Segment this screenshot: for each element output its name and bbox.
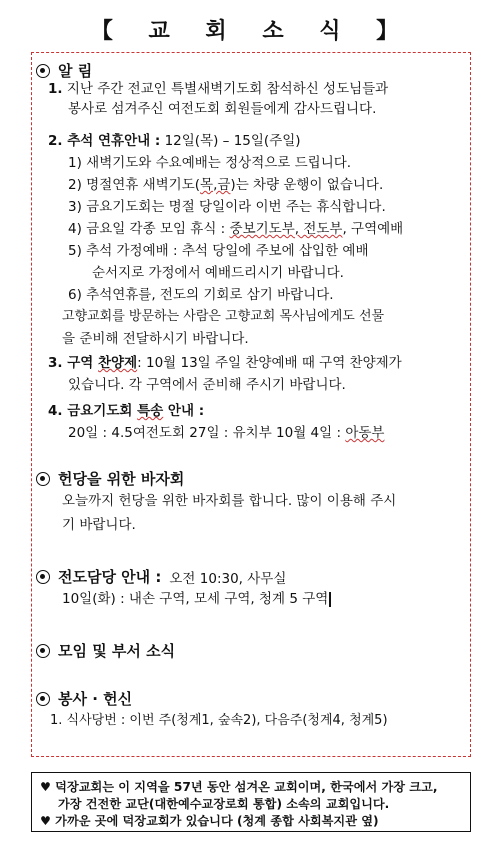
notice-item-2-sub-2 <box>68 176 383 194</box>
item-text: 지난 주간 전교인 특별새벽기도회 참석하신 성도님들과 <box>66 81 389 97</box>
page-title: 【 교 회 소 식 】 <box>90 18 413 44</box>
item-text: : 10월 13일 주일 찬양예배 때 구역 찬양제가 <box>137 355 402 371</box>
footer-line-3: ♥ 가까운 곳에 덕장교회가 있습니다 (청계 종합 사회복지관 옆) <box>40 814 379 828</box>
item-heading: 3. 구역 <box>48 355 99 371</box>
section-bazaar-heading <box>36 468 184 489</box>
notice-item-2-sub-5: 5) 추석 가정예배 : 추석 당일에 주보에 삽입한 예배 <box>68 243 369 259</box>
evangelism-time: 오전 10:30, 사무실 <box>169 570 287 587</box>
text: 2) 명절연휴 새벽기도( <box>68 177 201 193</box>
notice-item-4-line-2 <box>68 424 384 442</box>
notice-item-2-sub-3: 3) 금요기도회는 명절 당일이라 이번 주는 휴식합니다. <box>68 199 386 215</box>
notice-item-2-sub-1: 1) 새벽기도와 수요예배는 정상적으로 드립니다. <box>68 155 352 171</box>
text: 10일(화) : 내손 구역, 모세 구역, 청계 5 구역 <box>62 591 329 607</box>
footer-line-1: ♥ 덕장교회는 이 지역을 57년 동안 섬겨온 교회이며, 한국에서 가장 크고, <box>40 780 438 794</box>
notice-item-2-sub-4 <box>68 220 403 238</box>
notice-item-2-sub-5-cont: 순서지로 가정에서 예배드리시기 바랍니다. <box>92 265 344 281</box>
text: 20일 : 4.5여전도회 27일 : 유치부 10월 4일 : <box>68 425 346 441</box>
text: , 구역예배 <box>342 221 404 237</box>
section-title: 모임 및 부서 소식 <box>58 642 176 660</box>
circle-bullet-icon <box>36 644 50 658</box>
underlined-heading: 찬양제 <box>98 355 138 371</box>
church-info-footer <box>31 772 471 832</box>
item-dates: 12일(목) – 15일(주일) <box>164 133 301 149</box>
underlined-heading: 특송 <box>137 403 164 419</box>
notice-item-2-heading <box>48 132 301 150</box>
notice-item-2-sub-8: 을 준비해 전달하시기 바랍니다. <box>62 331 249 347</box>
section-service-heading <box>36 688 132 709</box>
section-title: 전도담당 안내 : <box>58 568 162 586</box>
underlined-text: 아동부 <box>345 425 385 441</box>
section-title: 알 림 <box>58 62 93 80</box>
notice-item-3-line-2: 있습니다. 각 구역에서 준비해 주시기 바랍니다. <box>68 377 346 393</box>
bazaar-line-1: 오늘까지 헌당을 위한 바자회를 합니다. 많이 이용해 주시 <box>62 493 397 509</box>
circle-bullet-icon <box>36 692 50 706</box>
notice-item-1-line-1 <box>48 80 388 98</box>
notice-item-4-heading <box>48 402 204 420</box>
item-heading: 2. 추석 연휴안내 : <box>48 133 161 149</box>
bazaar-line-2: 기 바랍니다. <box>62 517 136 533</box>
underlined-text: 목,금 <box>200 177 231 193</box>
section-title: 봉사 · 헌신 <box>58 690 133 708</box>
notice-item-2-sub-7: 고향교회를 방문하는 사람은 고향교회 목사님에게도 선물 <box>62 309 385 324</box>
section-groups-heading <box>36 640 175 661</box>
notice-item-3-line-1 <box>48 354 402 372</box>
text: )는 차량 운행이 없습니다. <box>230 177 384 193</box>
section-evangelism-heading <box>36 566 286 587</box>
evangelism-line-2 <box>62 590 331 608</box>
item-heading: 4. 금요기도회 <box>48 403 138 419</box>
circle-bullet-icon <box>36 570 50 584</box>
underlined-text: 중보기도부, 전도부 <box>229 221 343 237</box>
footer-line-2: 가장 건전한 교단(대한예수교장로회 통합) 소속의 교회입니다. <box>58 797 390 811</box>
section-title: 헌당을 위한 바자회 <box>58 470 185 488</box>
notice-item-1-line-2: 봉사로 섬겨주신 여전도회 회원들에게 감사드립니다. <box>68 101 377 117</box>
circle-bullet-icon <box>36 64 50 78</box>
item-heading: 안내 : <box>163 403 205 419</box>
section-notice-heading <box>36 60 92 81</box>
text: 4) 금요일 각종 모임 휴식 : <box>68 221 230 237</box>
text-cursor <box>329 592 331 607</box>
item-number: 1. <box>48 81 63 97</box>
service-line-1: 1. 식사당번 : 이번 주(청계1, 숲속2), 다음주(청계4, 청계5) <box>50 713 388 728</box>
circle-bullet-icon <box>36 472 50 486</box>
notice-item-2-sub-6: 6) 추석연휴를, 전도의 기회로 삼기 바랍니다. <box>68 287 334 303</box>
